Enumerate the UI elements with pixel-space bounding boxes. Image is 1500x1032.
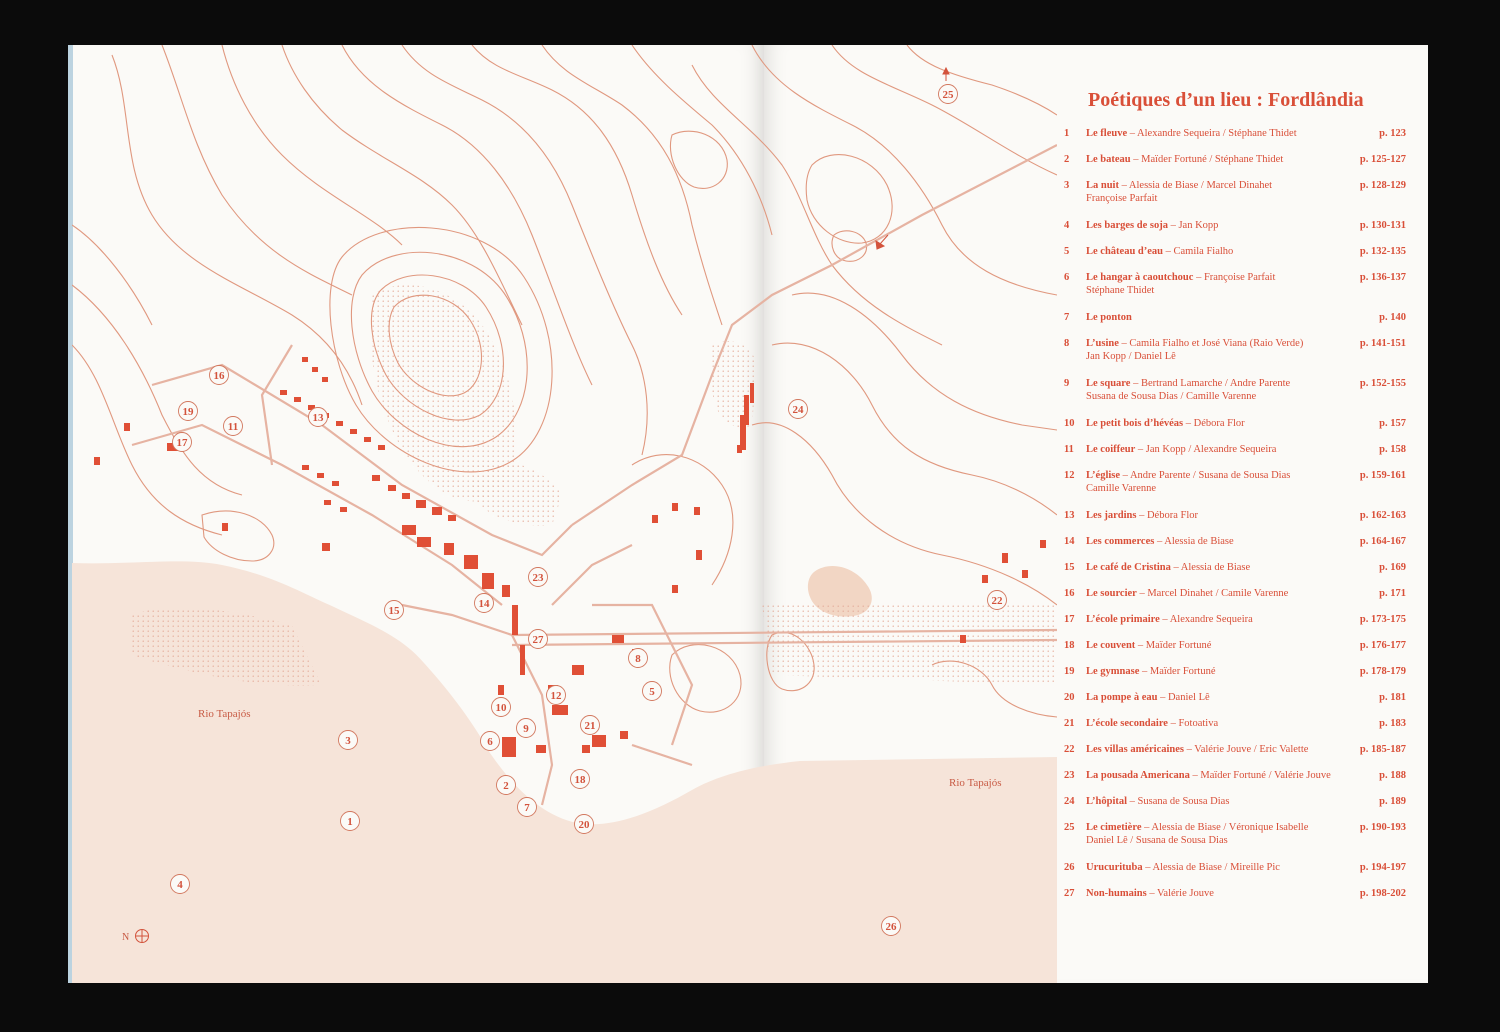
entry-text — [1086, 245, 1348, 258]
map-marker-3 — [339, 731, 358, 750]
entry-title: L’école primaire — [1086, 614, 1160, 625]
entry-number: 4 — [1064, 220, 1070, 231]
entry-pages: p. 181 — [1379, 692, 1406, 703]
map-marker-20 — [575, 815, 594, 834]
entry-credits: – Camila Fialho et José Viana (Raio Verde) — [1118, 338, 1304, 349]
entry-text — [1086, 561, 1348, 574]
entry-number: 23 — [1064, 770, 1075, 781]
entry-pages: p. 171 — [1379, 588, 1406, 599]
entry-credits: – Maïder Fortuné — [1139, 666, 1216, 677]
marker-number: 8 — [635, 653, 641, 665]
entry-text — [1086, 861, 1348, 874]
entry-text — [1086, 311, 1348, 324]
entry-text — [1086, 613, 1348, 626]
entry-text — [1086, 795, 1348, 808]
entry-credits: – Susana de Sousa Dias — [1127, 796, 1230, 807]
page-title: Poétiques d’un lieu : Fordlândia — [1088, 89, 1364, 111]
entry-credits: – Maïder Fortuné / Valérie Jouve — [1189, 770, 1331, 781]
entry-text — [1086, 469, 1348, 495]
entry-number: 9 — [1064, 378, 1070, 389]
entry-credits: – Fotoativa — [1167, 718, 1219, 729]
marker-number: 26 — [885, 921, 897, 933]
map-marker-6 — [481, 732, 500, 751]
marker-number: 6 — [487, 736, 493, 748]
entry-number: 19 — [1064, 666, 1075, 677]
marker-number: 13 — [312, 412, 324, 424]
entry-text — [1086, 821, 1348, 847]
entry-text — [1086, 179, 1348, 205]
entry-text — [1086, 665, 1348, 678]
entry-credits: – Valérie Jouve / Eric Valette — [1184, 744, 1309, 755]
entry-pages: p. 162-163 — [1359, 510, 1406, 521]
entry-credits: – Débora Flor — [1183, 418, 1245, 429]
map-marker-13 — [309, 408, 328, 427]
entry-pages: p. 169 — [1379, 562, 1406, 573]
entry-number: 7 — [1064, 312, 1070, 323]
entry-text — [1086, 769, 1348, 782]
map-marker-18 — [571, 770, 590, 789]
entry-pages: p. 164-167 — [1359, 536, 1406, 547]
map-marker-1 — [341, 812, 360, 831]
entry-number: 18 — [1064, 640, 1075, 651]
entry-number: 6 — [1064, 272, 1070, 283]
map-marker-15 — [385, 601, 404, 620]
map-marker-26 — [882, 917, 901, 936]
entry-credits-line2: Stéphane Thidet — [1086, 285, 1155, 296]
entry-number: 3 — [1064, 180, 1070, 191]
entry-credits: – Alessia de Biase — [1154, 536, 1234, 547]
entry-title: L’usine — [1086, 338, 1119, 349]
map-marker-4 — [171, 875, 190, 894]
marker-number: 23 — [532, 572, 544, 584]
entry-credits: – Andre Parente / Susana de Sousa Dias — [1120, 470, 1291, 481]
entry-credits: – Jan Kopp — [1167, 220, 1219, 231]
map-marker-7 — [518, 798, 537, 817]
entry-number: 10 — [1064, 418, 1075, 429]
entry-credits: – Bertrand Lamarche / Andre Parente — [1130, 378, 1291, 389]
entry-title: Le ponton — [1086, 312, 1132, 323]
marker-number: 12 — [550, 690, 562, 702]
entry-credits-line2: Françoise Parfait — [1086, 193, 1158, 204]
marker-number: 16 — [213, 370, 225, 382]
map-marker-21 — [581, 716, 600, 735]
entry-text — [1086, 639, 1348, 652]
entry-title: La pompe à eau — [1086, 692, 1158, 703]
entry-title: Urucurituba — [1086, 862, 1143, 873]
entry-pages: p. 158 — [1379, 444, 1406, 455]
entry-title: Le petit bois d’hévéas — [1086, 418, 1184, 429]
map-marker-2 — [497, 776, 516, 795]
entry-text — [1086, 337, 1348, 363]
entry-title: Les commerces — [1086, 536, 1155, 547]
marker-number: 10 — [495, 702, 507, 714]
entry-number: 14 — [1064, 536, 1075, 547]
entry-pages: p. 141-151 — [1359, 338, 1406, 349]
entry-pages: p. 183 — [1379, 718, 1406, 729]
marker-number: 7 — [524, 802, 530, 814]
marker-number: 22 — [991, 595, 1003, 607]
map-marker-23 — [529, 568, 548, 587]
entry-number: 26 — [1064, 862, 1075, 873]
marker-number: 27 — [532, 634, 544, 646]
entry-number: 1 — [1064, 128, 1070, 139]
marker-number: 9 — [523, 723, 529, 735]
entry-text — [1086, 887, 1348, 900]
entry-credits: – Camila Fialho — [1163, 246, 1234, 257]
entry-pages: p. 173-175 — [1359, 614, 1406, 625]
marker-number: 17 — [176, 437, 188, 449]
entry-title: Le square — [1086, 378, 1131, 389]
entry-title: Le château d’eau — [1086, 246, 1163, 257]
entry-text — [1086, 377, 1348, 403]
entry-credits: – Daniel Lê — [1157, 692, 1210, 703]
fordlandia-map — [72, 45, 1057, 983]
marker-number: 14 — [478, 598, 490, 610]
entry-text — [1086, 535, 1348, 548]
entry-title: L’école secondaire — [1086, 718, 1168, 729]
marker-number: 15 — [388, 605, 400, 617]
entry-title: Le sourcier — [1086, 588, 1137, 599]
map-marker-14 — [475, 594, 494, 613]
entry-pages: p. 140 — [1379, 312, 1406, 323]
entry-pages: p. 189 — [1379, 796, 1406, 807]
entry-title: Le fleuve — [1086, 128, 1128, 139]
entry-text — [1086, 717, 1348, 730]
entry-credits: – Débora Flor — [1136, 510, 1198, 521]
entry-number: 21 — [1064, 718, 1075, 729]
map-marker-17 — [173, 433, 192, 452]
entry-text — [1086, 509, 1348, 522]
river-label: Rio Tapajós — [949, 777, 1002, 789]
entry-title: Les jardins — [1086, 510, 1137, 521]
entry-credits: – Alessia de Biase / Mireille Pic — [1142, 862, 1280, 873]
entry-title: Les barges de soja — [1086, 220, 1168, 231]
marker-number: 24 — [792, 404, 804, 416]
marker-number: 20 — [578, 819, 590, 831]
entry-title: La nuit — [1086, 180, 1119, 191]
entry-credits: – Alessia de Biase / Marcel Dinahet — [1118, 180, 1273, 191]
entry-pages: p. 194-197 — [1359, 862, 1406, 873]
entry-credits: – Alessia de Biase — [1170, 562, 1251, 573]
entry-pages: p. 159-161 — [1359, 470, 1406, 481]
entry-title: L’hôpital — [1086, 796, 1128, 807]
entry-title: Le hangar à caoutchouc — [1086, 272, 1194, 283]
marker-number: 21 — [584, 720, 596, 732]
entry-number: 25 — [1064, 822, 1075, 833]
entry-pages: p. 157 — [1379, 418, 1406, 429]
entry-pages: p. 178-179 — [1359, 666, 1406, 677]
entry-pages: p. 188 — [1379, 770, 1406, 781]
entry-number: 2 — [1064, 154, 1070, 165]
map-marker-10 — [492, 698, 511, 717]
entry-title: L’église — [1086, 470, 1121, 481]
entry-credits: – Marcel Dinahet / Camile Varenne — [1136, 588, 1289, 599]
compass-icon — [136, 930, 149, 943]
entry-title: Non-humains — [1086, 888, 1147, 899]
entry-text — [1086, 127, 1348, 140]
river-label: Rio Tapajós — [198, 708, 251, 720]
entry-credits: – Françoise Parfait — [1193, 272, 1276, 283]
entry-number: 24 — [1064, 796, 1075, 807]
entry-pages: p. 130-131 — [1359, 220, 1406, 231]
marker-number: 1 — [347, 816, 353, 828]
entry-credits-line2: Daniel Lê / Susana de Sousa Dias — [1086, 835, 1228, 846]
map-marker-27 — [529, 630, 548, 649]
entry-number: 27 — [1064, 888, 1075, 899]
north-label: N — [122, 932, 130, 943]
entry-number: 8 — [1064, 338, 1070, 349]
entry-credits: – Valérie Jouve — [1146, 888, 1214, 899]
entry-number: 20 — [1064, 692, 1075, 703]
entry-text — [1086, 743, 1348, 756]
marker-number: 11 — [227, 421, 239, 433]
entry-pages: p. 136-137 — [1359, 272, 1406, 283]
entry-pages: p. 128-129 — [1359, 180, 1406, 191]
map-marker-25 — [939, 85, 958, 104]
entry-text — [1086, 691, 1348, 704]
entry-text — [1086, 219, 1348, 232]
marker-number: 3 — [345, 735, 351, 747]
entry-number: 17 — [1064, 614, 1075, 625]
entry-text — [1086, 443, 1348, 456]
map-marker-11 — [224, 417, 243, 436]
entry-credits-line2: Camille Varenne — [1086, 483, 1157, 494]
entry-number: 5 — [1064, 246, 1070, 257]
entry-title: Les villas américaines — [1086, 744, 1184, 755]
entry-title: Le cimetière — [1086, 822, 1142, 833]
map-marker-16 — [210, 366, 229, 385]
entry-credits: – Alessia de Biase / Véronique Isabelle — [1141, 822, 1309, 833]
entry-text — [1086, 153, 1348, 166]
map-marker-8 — [629, 649, 648, 668]
entry-number: 15 — [1064, 562, 1075, 573]
marker-number: 4 — [177, 879, 183, 891]
marker-number: 25 — [942, 89, 954, 101]
entry-pages: p. 185-187 — [1359, 744, 1406, 755]
map-marker-5 — [643, 682, 662, 701]
direction-arrows — [876, 68, 949, 249]
entry-number: 22 — [1064, 744, 1075, 755]
entry-pages: p. 190-193 — [1359, 822, 1406, 833]
entry-number: 16 — [1064, 588, 1075, 599]
entry-title: Le bateau — [1086, 154, 1131, 165]
marker-number: 5 — [649, 686, 655, 698]
entry-credits: – Alexandre Sequeira / Stéphane Thidet — [1127, 128, 1297, 139]
entry-credits: – Maïder Fortuné / Stéphane Thidet — [1130, 154, 1284, 165]
entry-credits: – Jan Kopp / Alexandre Sequeira — [1135, 444, 1277, 455]
entry-pages: p. 152-155 — [1359, 378, 1406, 389]
entry-title: Le couvent — [1086, 640, 1136, 651]
entry-number: 13 — [1064, 510, 1075, 521]
map-marker-19 — [179, 402, 198, 421]
vegetation-dots — [132, 285, 1057, 686]
marker-number: 18 — [574, 774, 586, 786]
entry-text — [1086, 271, 1348, 297]
entry-credits-line2: Jan Kopp / Daniel Lê — [1086, 351, 1176, 362]
entry-pages: p. 176-177 — [1359, 640, 1406, 651]
entry-title: Le coiffeur — [1086, 444, 1136, 455]
entry-title: Le café de Cristina — [1086, 562, 1171, 573]
entry-pages: p. 123 — [1379, 128, 1406, 139]
map-marker-24 — [789, 400, 808, 419]
entry-title: La pousada Americana — [1086, 770, 1190, 781]
entry-pages: p. 198-202 — [1359, 888, 1406, 899]
map-marker-22 — [988, 591, 1007, 610]
entry-pages: p. 125-127 — [1359, 154, 1406, 165]
map-marker-12 — [547, 686, 566, 705]
entry-credits-line2: Susana de Sousa Dias / Camille Varenne — [1086, 391, 1257, 402]
entry-text — [1086, 587, 1348, 600]
index-panel — [1058, 45, 1428, 983]
map-marker-9 — [517, 719, 536, 738]
entry-credits: – Maïder Fortuné — [1135, 640, 1212, 651]
marker-number: 19 — [182, 406, 194, 418]
entry-pages: p. 132-135 — [1359, 246, 1406, 257]
entry-text — [1086, 417, 1348, 430]
entry-number: 11 — [1064, 444, 1074, 455]
entry-number: 12 — [1064, 470, 1075, 481]
marker-number: 2 — [503, 780, 509, 792]
entry-credits: – Alexandre Sequeira — [1159, 614, 1253, 625]
entry-title: Le gymnase — [1086, 666, 1140, 677]
